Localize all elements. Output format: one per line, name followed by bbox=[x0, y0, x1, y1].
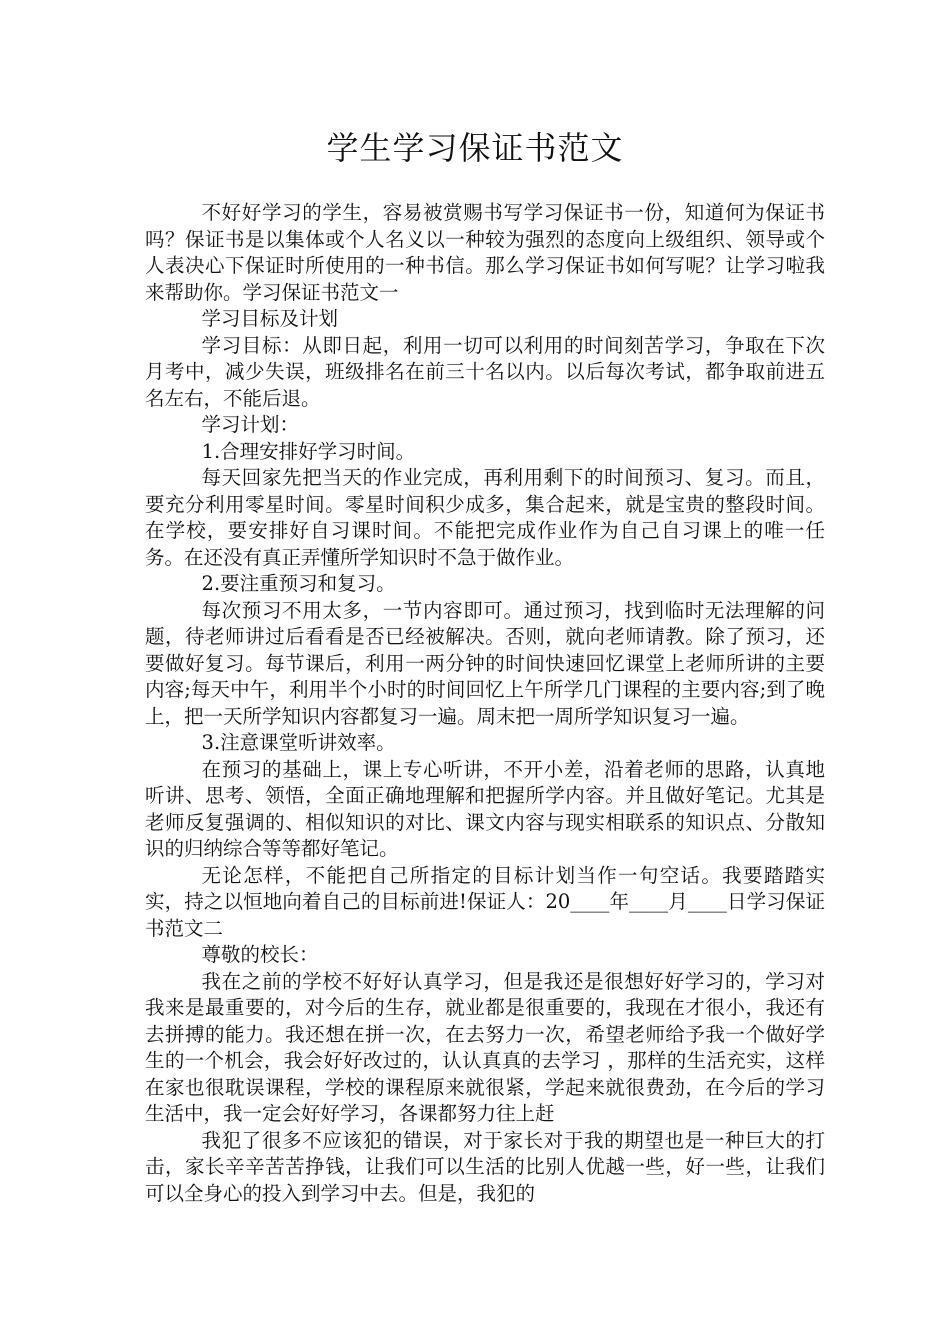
paragraph-study-goal: 学习目标：从即日起，利用一切可以利用的时间刻苦学习，争取在下次月考中，减少失误，班级排名在前三十名以内。以后每次考试，都争取前进五名左右，不能后退。 bbox=[145, 333, 825, 410]
paragraph-plan-item-1: 1.合理安排好学习时间。 bbox=[201, 439, 416, 463]
document-title: 学生学习保证书范文 bbox=[326, 129, 624, 167]
paragraph-plan-item-3: 3.注意课堂听讲效率。 bbox=[201, 731, 396, 754]
paragraph-salutation: 尊敬的校长： bbox=[201, 943, 319, 966]
paragraph-heading-goals-plan: 学习目标及计划 bbox=[201, 307, 339, 330]
paragraph-closing-one: 无论怎样，不能把自己所指定的目标计划当作一句空话。我要踏踏实实，持之以恒地向着自己的目标前进!保证人：20____年____月____日学习保证书范文二 bbox=[145, 863, 825, 940]
paragraph-plan-item-1-detail: 每天回家先把当天的作业完成，再利用剩下的时间预习、复习。而且，要充分利用零星时间。零星时间积少成多，集合起来，就是宝贵的整段时间。在学校，要安排好自习课时间。不能把完成作业作为自己自习课上的唯一任务。在还没有真正弄懂所学知识时不急于做作业。 bbox=[145, 466, 825, 569]
paragraph-plan-item-3-detail: 在预习的基础上，课上专心听讲，不开小差，沿着老师的思路，认真地听讲、思考、领悟，全面正确地理解和把握所学内容。并且做好笔记。尤其是老师反复强调的、相似知识的对比、课文内容与现实相联系的知识点、分散知识的归纳综合等等都好笔记。 bbox=[145, 757, 825, 860]
paragraph-letter-body-1: 我在之前的学校不好好认真学习，但是我还是很想好好学习的，学习对我来是最重要的，对今后的生存，就业都是很重要的，我现在才很小，我还有去拼搏的能力。我还想在拼一次，在去努力一次，希望老师给予我一个做好学生的一个机会，我会好好改过的，认认真真的去学习 ，那样的生活充实，这样在家也很耽误课程，学校的课程原来就很紧，学起来就很费劲，在今后的学习生活中，我一定会好好学习，各课都努力往上赶 bbox=[145, 969, 825, 1125]
document-body bbox=[145, 200, 825, 1207]
paragraph-plan-item-2: 2.要注重预习和复习。 bbox=[201, 572, 396, 595]
paragraph-study-plan-label: 学习计划： bbox=[201, 413, 300, 436]
paragraph-plan-item-2-detail: 每次预习不用太多，一节内容即可。通过预习，找到临时无法理解的问题，待老师讲过后看看是否已经被解决。否则，就向老师请教。除了预习，还要做好复习。每节课后，利用一两分钟的时间快速回忆课堂上老师所讲的主要内容;每天中午，利用半个小时的时间回忆上午所学几门课程的主要内容;到了晚上，把一天所学知识内容都复习一遍。周末把一周所学知识复习一遍。 bbox=[145, 598, 825, 728]
paragraph-intro: 不好好学习的学生，容易被赏赐书写学习保证书一份，知道何为保证书吗？保证书是以集体或个人名义以一种较为强烈的态度向上级组织、领导或个人表决心下保证时所使用的一种书信。那么学习保证书如何写呢？让学习啦我来帮助你。学习保证书范文一 bbox=[145, 201, 825, 304]
paragraph-letter-body-2: 我犯了很多不应该犯的错误，对于家长对于我的期望也是一种巨大的打击，家长辛辛苦苦挣钱，让我们可以生活的比别人优越一些，好一些，让我们可以全身心的投入到学习中去。但是，我犯的 bbox=[145, 1128, 825, 1205]
